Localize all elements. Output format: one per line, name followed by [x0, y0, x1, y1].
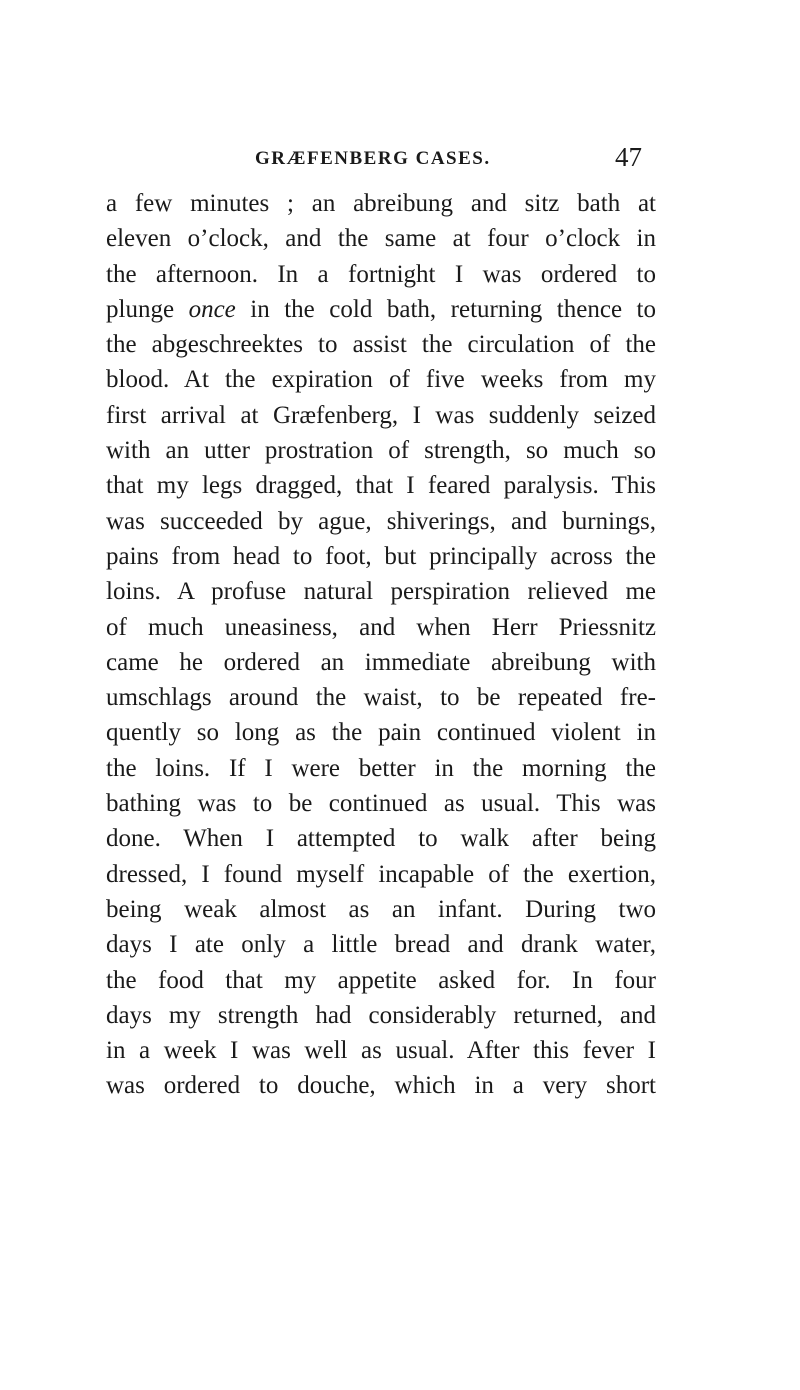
text-line: eleven o’clock, and the same at four o’clock in: [106, 225, 656, 253]
running-head: [255, 144, 675, 178]
text-line: quently so long as the pain continued violent in: [106, 719, 656, 747]
text-line: loins. A profuse natural perspiration relieved me: [106, 578, 656, 606]
text-line: being weak almost as an infant. During two: [106, 895, 656, 923]
text-line: umschlags around the waist, to be repeated fre-: [106, 684, 656, 712]
running-title: GRÆFENBERG CASES.: [255, 148, 491, 169]
text-line: days I ate only a little bread and drank water,: [106, 931, 656, 959]
text-line: in a week I was well as usual. After this fever I: [106, 1037, 656, 1065]
text-line: a few minutes ; an abreibung and sitz bath at: [106, 190, 656, 217]
text-line: dressed, I found myself incapable of the exertion,: [106, 860, 656, 888]
text-line: the abgeschreektes to assist the circulation of the: [106, 331, 656, 359]
text-line: that my legs dragged, that I feared paralysis. This: [106, 472, 656, 500]
text-segment: plunge: [106, 295, 175, 323]
text-line: bathing was to be continued as usual. This was: [106, 790, 656, 818]
text-line: pains from head to foot, but principally across the: [106, 542, 656, 570]
text-line: done. When I attempted to walk after being: [106, 825, 656, 853]
text-line: came he ordered an immediate abreibung with: [106, 648, 656, 676]
text-segment: in the cold bath, returning thence to: [250, 295, 657, 323]
text-line: the afternoon. In a fortnight I was ordered to: [106, 260, 656, 288]
text-line: was ordered to douche, which in a very short: [106, 1072, 656, 1100]
text-line: first arrival at Græfenberg, I was suddenly seized: [106, 401, 656, 429]
text-line: of much uneasiness, and when Herr Priessnitz: [106, 613, 656, 641]
emphasized-word: once: [188, 295, 236, 323]
body-text: [106, 186, 656, 1104]
text-line: days my strength had considerably returned, and: [106, 1001, 656, 1029]
text-line: the food that my appetite asked for. In four: [106, 966, 656, 994]
text-line: blood. At the expiration of five weeks from my: [106, 366, 656, 394]
text-line: with an utter prostration of strength, so much so: [106, 437, 656, 465]
text-line: the loins. If I were better in the morning the: [106, 754, 656, 782]
text-line: was succeeded by ague, shiverings, and burnings,: [106, 507, 656, 535]
page-number: 47: [615, 142, 642, 172]
text-line-with-emphasis: [106, 292, 656, 327]
